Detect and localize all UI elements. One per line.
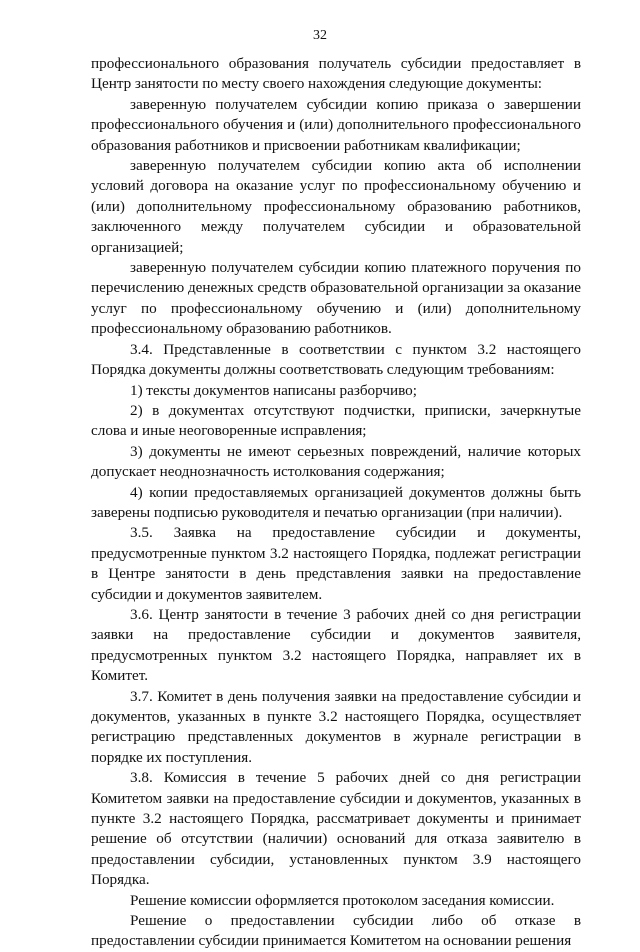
paragraph-commission-decision: Решение комиссии оформляется протоколом заседания комиссии. [130, 891, 555, 909]
page-number: 32 [313, 28, 327, 43]
paragraph-act-copy: заверенную получателем субсидии копию акта об исполнении условий договора на оказание услуг по профессиональному обучению и (или) дополнительному профессиональному образованию работников, заключенного между получателем субсидии и образовательной организацией; [91, 157, 581, 256]
paragraph-3-8: 3.8. Комиссия в течение 5 рабочих дней со дня регистрации Комитетом заявки на предоставление субсидии и документов, указанных в пункте 3.2 настоящего Порядка, рассматривает документы и принимает решение об отсутствии (наличии) оснований для отказа заявителю в предоставлении субсидии, установленных пунктом 3.9 настоящего Порядка. [91, 769, 581, 889]
paragraph-order-copy: заверенную получателем субсидии копию приказа о завершении профессионального обучения и (или) дополнительного профессионального образования работников и присвоении работникам квалификации; [91, 95, 581, 154]
requirement-1: 1) тексты документов написаны разборчиво; [130, 381, 417, 399]
document-body [91, 54, 581, 952]
paragraph-committee-decision: Решение о предоставлении субсидии либо об отказе в предоставлении субсидии принимается Комитетом на основании решения [91, 912, 581, 950]
requirement-3: 3) документы не имеют серьезных повреждений, наличие которых допускает неоднозначность истолкования содержания; [91, 442, 581, 481]
paragraph-3-4: 3.4. Представленные в соответствии с пунктом 3.2 настоящего Порядка документы должны соответствовать следующим требованиям: [91, 340, 581, 379]
paragraph-3-7: 3.7. Комитет в день получения заявки на предоставление субсидии и документов, указанных в пункте 3.2 настоящего Порядка, осуществляет регистрацию представленных документов в журнале регистрации в порядке их поступления. [91, 687, 581, 766]
requirement-4: 4) копии предоставляемых организацией документов должны быть заверены подписью руководителя и печатью организации (при наличии). [91, 483, 581, 521]
requirement-2: 2) в документах отсутствуют подчистки, приписки, зачеркнутые слова и иные неоговоренные исправления; [91, 401, 581, 440]
paragraph-continuation: профессионального образования получатель субсидии предоставляет в Центр занятости по месту своего нахождения следующие документы: [91, 55, 581, 93]
paragraph-payment-copy: заверенную получателем субсидии копию платежного поручения по перечислению денежных средств образовательной организации за оказание услуг по профессиональному обучению и (или) дополнительному профессиональному образованию работников. [91, 259, 581, 338]
paragraph-3-5: 3.5. Заявка на предоставление субсидии и документы, предусмотренные пунктом 3.2 настоящего Порядка, подлежат регистрации в Центре занятости в день представления заявки на предоставление субсидии и документов заявителем. [91, 524, 581, 603]
paragraph-3-6: 3.6. Центр занятости в течение 3 рабочих дней со дня регистрации заявки на предоставление субсидии и документов заявителя, предусмотренных пунктом 3.2 настоящего Порядка, направляет их в Комитет. [91, 605, 581, 685]
